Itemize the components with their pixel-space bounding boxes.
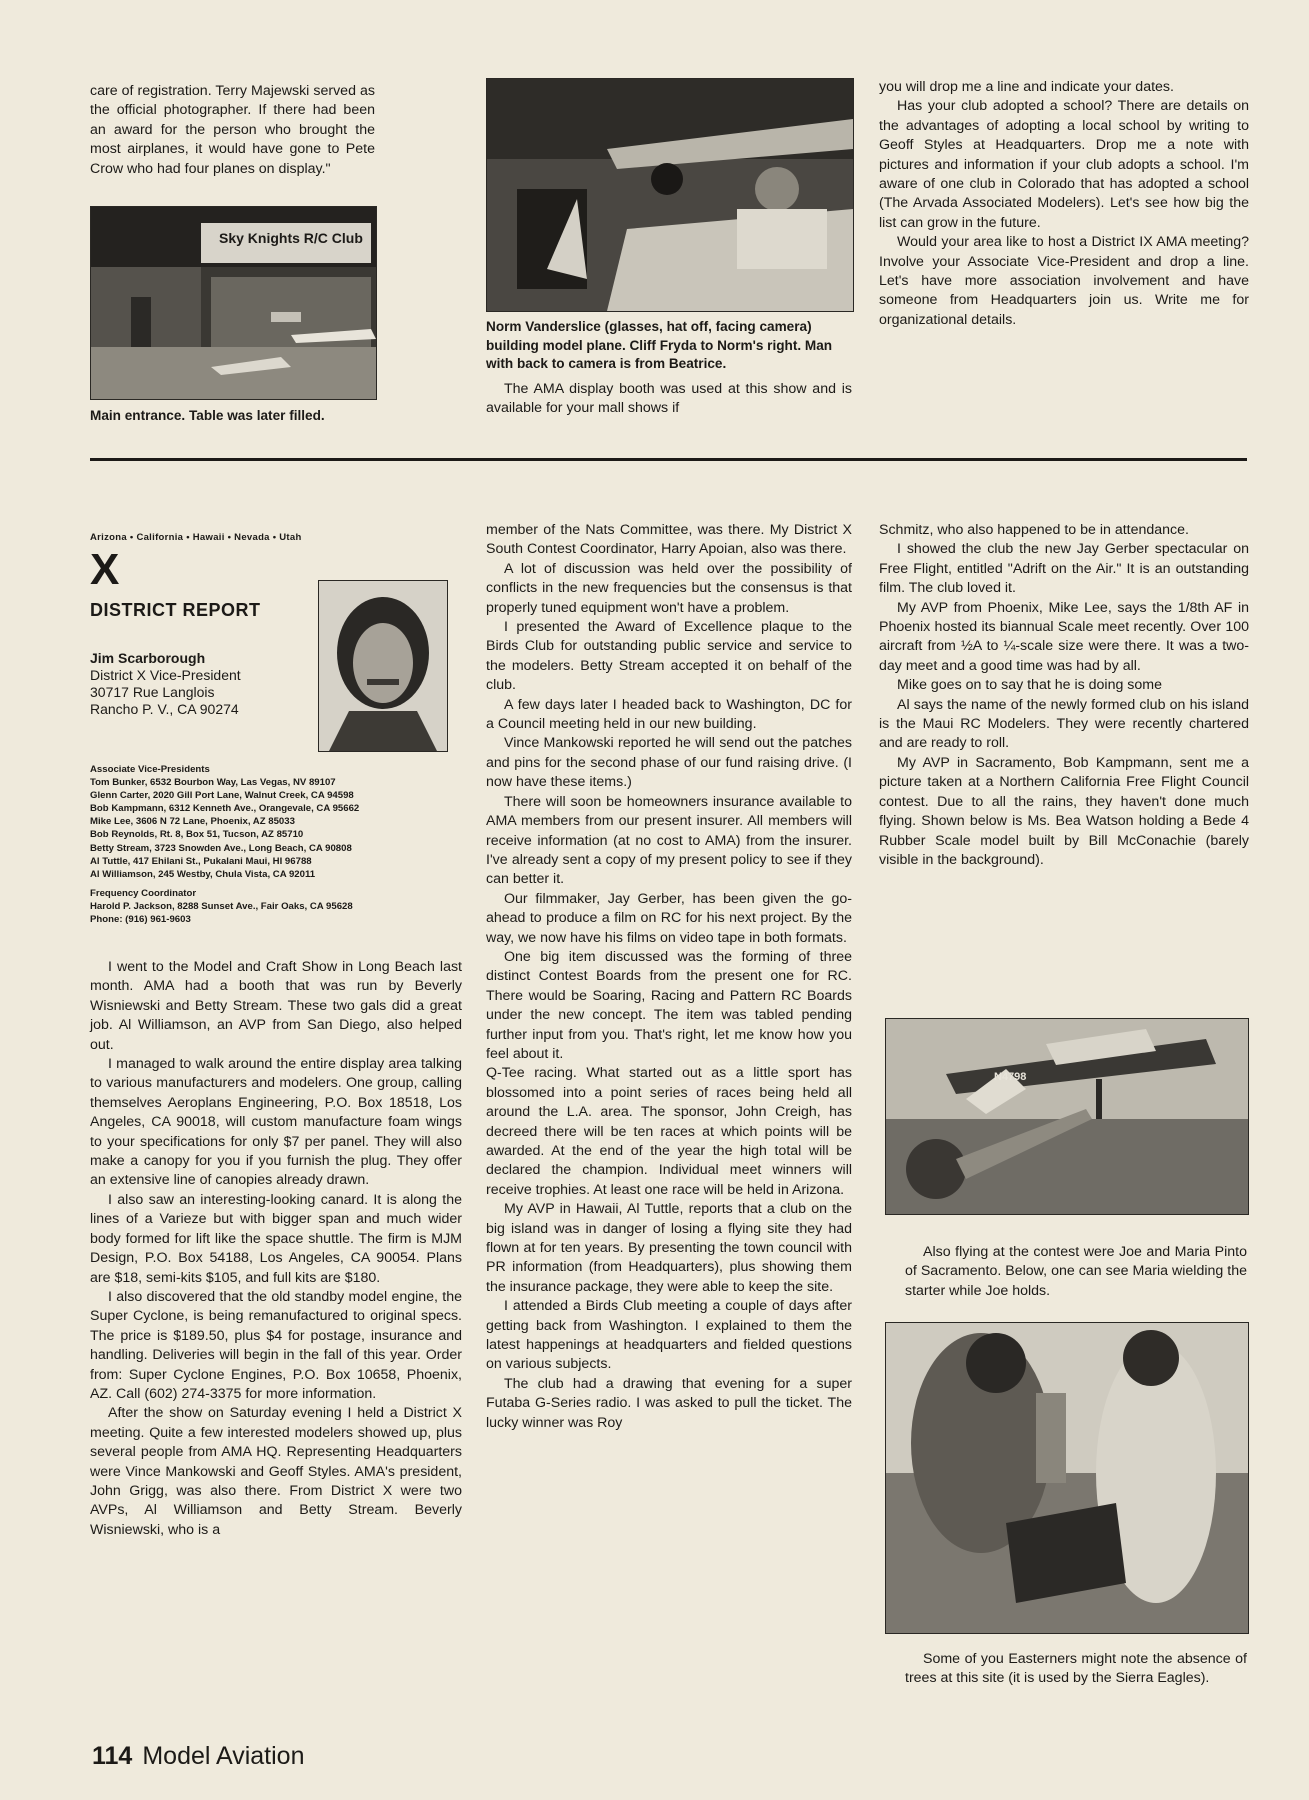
photo2-caption: Norm Vanderslice (glasses, hat off, facing camera) building model plane. Cliff Fryda to Norm's right. Man with back to camera is from Beatrice. xyxy=(486,319,833,371)
club-sign: Sky Knights R/C Club xyxy=(219,230,363,246)
col3-caption-1: Also flying at the contest were Joe and Maria Pinto of Sacramento. Below, one can see Maria wielding the starter while Joe holds. xyxy=(905,1244,1247,1299)
page-footer xyxy=(92,1742,305,1771)
author-role: District X Vice-President xyxy=(90,667,241,683)
body-column-1 xyxy=(90,958,462,1540)
page-number: 114 xyxy=(92,1742,133,1770)
paragraph: Our filmmaker, Jay Gerber, has been given the go-ahead to produce a film on RC for his next project. By the way, we now have his films on video tape in both formats. xyxy=(486,890,852,946)
paragraph: I attended a Birds Club meeting a couple of days after getting back from Washington. I explained to them the latest happenings at headquarters and fielded questions on various subjects. xyxy=(486,1298,852,1373)
paragraph: Schmitz, who also happened to be in attendance. xyxy=(879,522,1189,538)
paragraph: One big item discussed was the forming of three distinct Contest Boards from the present one for RC. There would be Soaring, Racing and Pattern RC Boards under the new concept. The item was tabled pending further input from you. That's right, let me know how you feel about it. xyxy=(486,948,852,1062)
section-divider xyxy=(90,458,1247,461)
avp-entry: Bob Kampmann, 6312 Kenneth Ave., Orangevale, CA 95662 xyxy=(90,803,360,815)
photo-model-building xyxy=(486,78,854,312)
paragraph: Al says the name of the newly formed club on his island is the Maui RC Modelers. They were recently chartered and are ready to roll. xyxy=(879,696,1249,752)
paragraph: I also discovered that the old standby model engine, the Super Cyclone, is being remanufactured to original specs. The price is $189.50, plus $4 for postage, insurance and handling. Deliveries will begin in the fall of this year. Order from: Super Cyclone Engines, P.O. Box 10658, Phoenix, AZ. Call (602) 274-3375 for more information. xyxy=(90,1288,462,1402)
avp-entry: Al Tuttle, 417 Ehilani St., Pukalani Maui, HI 96788 xyxy=(90,855,312,867)
avp-entry: Tom Bunker, 6532 Bourbon Way, Las Vegas, NV 89107 xyxy=(90,777,336,789)
author-city: Rancho P. V., CA 90274 xyxy=(90,701,239,717)
paragraph: After the show on Saturday evening I held a District X meeting. Quite a few interested modelers showed up, plus several people from AMA HQ. Representing Headquarters were Vince Mankowski and Geoff Styles. AMA's president, John Grigg, was also there. From District X were two AVPs, Al Williamson and Betty Stream. Beverly Wisniewski, who is a xyxy=(90,1405,462,1538)
district-number: X xyxy=(90,545,120,594)
photo-bea-watson xyxy=(885,1018,1249,1215)
author-address xyxy=(90,650,315,718)
paragraph: My AVP in Sacramento, Bob Kampmann, sent me a picture taken at a Northern California Free Flight Council contest. Due to all the rains, they haven't done much flying. Shown below is Ms. Bea Watson holding a Bede 4 Rubber Scale model built by Bill McConachie (barely visible in the background). xyxy=(879,754,1249,868)
paragraph: Mike goes on to say that he is doing some xyxy=(897,677,1162,694)
photo-main-entrance xyxy=(90,206,377,400)
top-col3 xyxy=(879,78,1249,330)
avp-entry: Mike Lee, 3606 N 72 Lane, Phoenix, AZ 85033 xyxy=(90,816,295,828)
avp-entry: Glenn Carter, 2020 Gill Port Lane, Walnut Creek, CA 94598 xyxy=(90,790,354,802)
paragraph: A few days later I headed back to Washington, DC for a Council meeting held in our new building. xyxy=(486,696,852,733)
freq-entry: Phone: (916) 961-9603 xyxy=(90,914,191,926)
col3-caption-2: Some of you Easterners might note the absence of trees at this site (it is used by the Sierra Eagles). xyxy=(905,1651,1247,1687)
paragraph: A lot of discussion was held over the possibility of conflicts in the new frequencies but the consensus is that properly tuned equipment won't have a problem. xyxy=(486,560,852,616)
top-col3-p1: you will drop me a line and indicate your dates. xyxy=(879,79,1174,95)
paragraph: I went to the Model and Craft Show in Long Beach last month. AMA had a booth that was run by Beverly Wisniewski and Betty Stream. These two gals did a great job. Al Williamson, an AVP from San Diego, also helped out. xyxy=(90,959,462,1053)
avp-entry: Betty Stream, 3723 Snowden Ave., Long Beach, CA 90808 xyxy=(90,842,352,854)
photo1-caption: Main entrance. Table was later filled. xyxy=(90,408,325,423)
paragraph: Q-Tee racing. What started out as a little sport has blossomed into a point series of races being held all around the L.A. area. The sponsor, John Creigh, has decreed there will be ten races at which points will be awarded. At the end of the year the high total will be declared the champion. Individual meet winners will receive trophies. At least one race will be held in Arizona. xyxy=(486,1065,852,1198)
paragraph: My AVP from Phoenix, Mike Lee, says the 1/8th AF in Phoenix hosted its biannual Scale meet recently. Over 100 aircraft from ½A to ¼-scale size were there. It was a two-day meet and a good time was had by all. xyxy=(879,599,1249,674)
district-title: DISTRICT REPORT xyxy=(90,600,261,620)
paragraph: I managed to walk around the entire display area talking to various manufacturers and modelers. One group, calling themselves Aeroplans Engineering, P.O. Box 18518, Los Angeles, CA 90018, will custom manufacture foam wings to your specifications for only $7 per panel. They will also make a canopy for you if you furnish the plug. They offer an extensive line of canopies already drawn. xyxy=(90,1056,462,1189)
paragraph: Vince Mankowski reported he will send out the patches and pins for the second phase of our fund raising drive. (I now have these items.) xyxy=(486,735,852,791)
freq-heading: Frequency Coordinator xyxy=(90,887,197,899)
district-states: Arizona • California • Hawaii • Nevada • Utah xyxy=(90,532,302,543)
avp-entry: Al Williamson, 245 Westby, Chula Vista, CA 92011 xyxy=(90,868,316,880)
magazine-name: Model Aviation xyxy=(142,1742,305,1770)
top-col2-text: The AMA display booth was used at this show and is available for your mall shows if xyxy=(486,381,852,417)
paragraph: member of the Nats Committee, was there. My District X South Contest Coordinator, Harry Apoian, also was there. xyxy=(486,522,852,558)
photo-pinto-starter xyxy=(885,1322,1249,1634)
avp-heading: Associate Vice-Presidents xyxy=(90,764,210,775)
paragraph: My AVP in Hawaii, Al Tuttle, reports that a club on the big island was in danger of losing a flying site they had flown at for ten years. By presenting the town council with PR information (from Headquarters), plus showing them the insurance package, they were able to keep the site. xyxy=(486,1201,852,1295)
avp-entry: Bob Reynolds, Rt. 8, Box 51, Tucson, AZ 85710 xyxy=(90,829,304,841)
top-col1-text: care of registration. Terry Majewski served as the official photographer. If there had been an award for the person who brought the most airplanes, it would have gone to Pete Crow who had four planes on display." xyxy=(90,83,375,177)
paragraph: The club had a drawing that evening for a super Futaba G-Series radio. I was asked to pull the ticket. The lucky winner was Roy xyxy=(486,1375,852,1431)
portrait-photo xyxy=(318,580,448,752)
paragraph: I also saw an interesting-looking canard. It is along the lines of a Varieze but with bigger span and much wider body formed for lift like the space shuttle. The firm is MJM Design, P.O. Box 54188, Los Angeles, CA 90054. Plans are $18, semi-kits $105, and full kits are $180. xyxy=(90,1191,462,1286)
author-name: Jim Scarborough xyxy=(90,650,206,666)
freq-entry: Harold P. Jackson, 8288 Sunset Ave., Fair Oaks, CA 95628 xyxy=(90,900,353,912)
paragraph: There will soon be homeowners insurance available to AMA members from our present insurer. All members will receive information (at no cost to AMA) from the insurer. I've already sent a copy of my present policy to see if they can better it. xyxy=(486,793,852,888)
author-street: 30717 Rue Langlois xyxy=(90,684,215,700)
top-col3-p3: Would your area like to host a District IX AMA meeting? Involve your Associate Vice-President and drop a line. Let's have more association involvement and have someone from Headquarters join us. Write me for organizational details. xyxy=(879,234,1249,328)
paragraph: I showed the club the new Jay Gerber spectacular on Free Flight, entitled "Adrift on the Air." It is an outstanding film. The club loved it. xyxy=(879,541,1249,597)
avp-directory xyxy=(90,763,470,926)
body-column-3 xyxy=(879,521,1249,870)
top-col3-p2: Has your club adopted a school? There are details on the advantages of adopting a local school by writing to Geoff Styles at Headquarters. Drop me a note with pictures and information if your club adopts a school. I'm aware of one club in Colorado that has adopted a school (The Arvada Associated Modelers). Let's see how big the list can grow in the future. xyxy=(879,98,1249,231)
plane-registration: N4798 xyxy=(994,1071,1027,1083)
paragraph: I presented the Award of Excellence plaque to the Birds Club for outstanding public service and service to the modelers. Betty Stream accepted it on behalf of the club. xyxy=(486,619,852,694)
body-column-2 xyxy=(486,521,852,1433)
